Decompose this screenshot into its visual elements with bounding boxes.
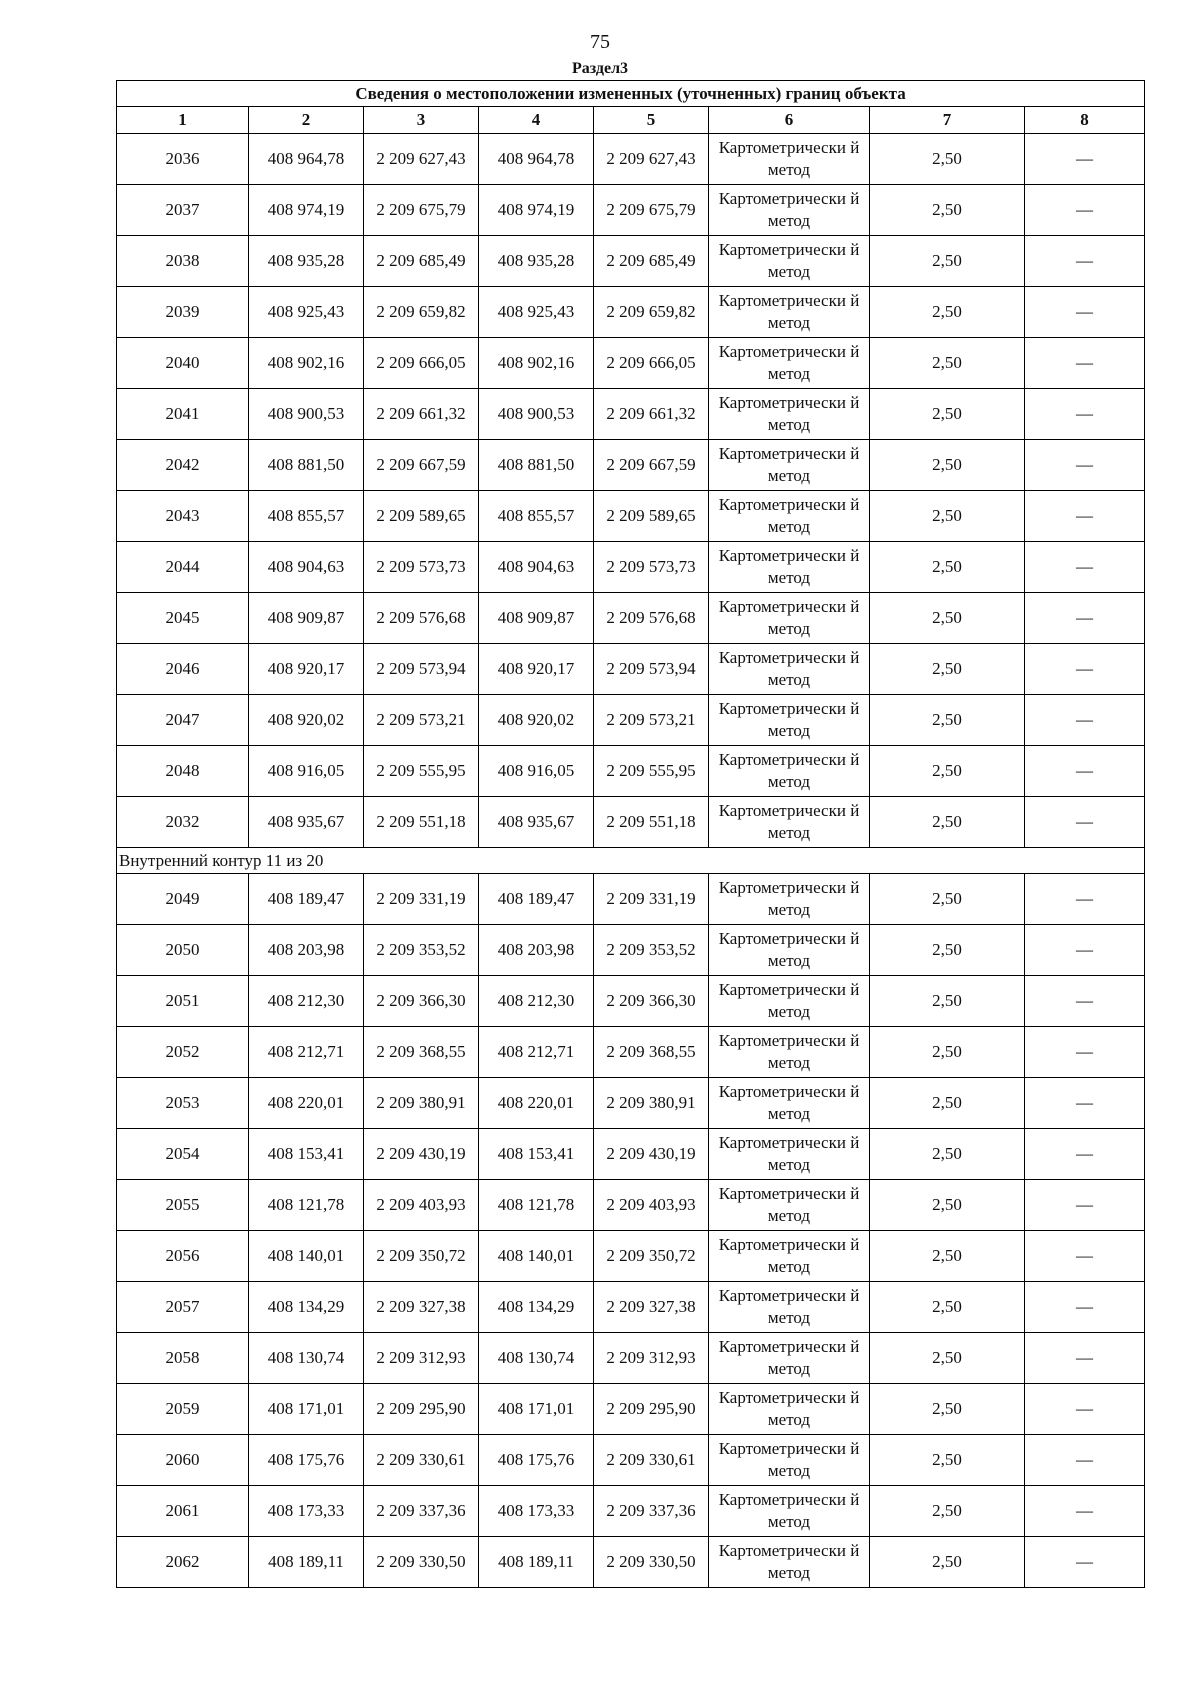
description-cell: —	[1025, 440, 1145, 491]
x-new-cell: 408 203,98	[479, 925, 594, 976]
y-old-cell: 2 209 368,55	[364, 1027, 479, 1078]
point-number-cell: 2057	[117, 1282, 249, 1333]
x-new-cell: 408 121,78	[479, 1180, 594, 1231]
y-old-cell: 2 209 380,91	[364, 1078, 479, 1129]
x-new-cell: 408 173,33	[479, 1486, 594, 1537]
description-cell: —	[1025, 1333, 1145, 1384]
x-old-cell: 408 134,29	[249, 1282, 364, 1333]
x-old-cell: 408 881,50	[249, 440, 364, 491]
method-cell: Картометрически й метод	[709, 593, 870, 644]
point-number-cell: 2054	[117, 1129, 249, 1180]
table-row	[117, 797, 1145, 848]
table-row	[117, 1180, 1145, 1231]
y-new-cell: 2 209 666,05	[594, 338, 709, 389]
method-cell: Картометрически й метод	[709, 1078, 870, 1129]
x-new-cell: 408 935,67	[479, 797, 594, 848]
point-number-cell: 2045	[117, 593, 249, 644]
y-new-cell: 2 209 330,61	[594, 1435, 709, 1486]
y-new-cell: 2 209 675,79	[594, 185, 709, 236]
x-new-cell: 408 212,71	[479, 1027, 594, 1078]
table-row	[117, 1537, 1145, 1588]
y-old-cell: 2 209 627,43	[364, 134, 479, 185]
accuracy-cell: 2,50	[870, 644, 1025, 695]
accuracy-cell: 2,50	[870, 1486, 1025, 1537]
column-number: 2	[249, 107, 364, 134]
y-new-cell: 2 209 330,50	[594, 1537, 709, 1588]
x-old-cell: 408 171,01	[249, 1384, 364, 1435]
point-number-cell: 2042	[117, 440, 249, 491]
y-old-cell: 2 209 675,79	[364, 185, 479, 236]
y-new-cell: 2 209 573,73	[594, 542, 709, 593]
x-old-cell: 408 220,01	[249, 1078, 364, 1129]
accuracy-cell: 2,50	[870, 287, 1025, 338]
contour-divider-row	[117, 848, 1145, 874]
x-old-cell: 408 130,74	[249, 1333, 364, 1384]
point-number-cell: 2044	[117, 542, 249, 593]
description-cell: —	[1025, 1027, 1145, 1078]
y-new-cell: 2 209 337,36	[594, 1486, 709, 1537]
x-old-cell: 408 916,05	[249, 746, 364, 797]
description-cell: —	[1025, 1384, 1145, 1435]
method-cell: Картометрически й метод	[709, 1027, 870, 1078]
x-new-cell: 408 134,29	[479, 1282, 594, 1333]
y-new-cell: 2 209 661,32	[594, 389, 709, 440]
x-new-cell: 408 974,19	[479, 185, 594, 236]
column-number: 1	[117, 107, 249, 134]
x-old-cell: 408 902,16	[249, 338, 364, 389]
x-old-cell: 408 173,33	[249, 1486, 364, 1537]
accuracy-cell: 2,50	[870, 134, 1025, 185]
description-cell: —	[1025, 1486, 1145, 1537]
method-cell: Картометрически й метод	[709, 976, 870, 1027]
method-cell: Картометрически й метод	[709, 1129, 870, 1180]
method-cell: Картометрически й метод	[709, 491, 870, 542]
y-new-cell: 2 209 573,21	[594, 695, 709, 746]
y-new-cell: 2 209 366,30	[594, 976, 709, 1027]
x-new-cell: 408 964,78	[479, 134, 594, 185]
description-cell: —	[1025, 542, 1145, 593]
description-cell: —	[1025, 389, 1145, 440]
table-row	[117, 1027, 1145, 1078]
description-cell: —	[1025, 644, 1145, 695]
coordinates-table	[116, 80, 1145, 1588]
y-new-cell: 2 209 353,52	[594, 925, 709, 976]
method-cell: Картометрически й метод	[709, 440, 870, 491]
accuracy-cell: 2,50	[870, 1384, 1025, 1435]
y-new-cell: 2 209 685,49	[594, 236, 709, 287]
x-old-cell: 408 140,01	[249, 1231, 364, 1282]
table-row	[117, 644, 1145, 695]
table-caption: Сведения о местоположении измененных (уточненных) границ объекта	[117, 81, 1145, 107]
description-cell: —	[1025, 1435, 1145, 1486]
point-number-cell: 2040	[117, 338, 249, 389]
x-old-cell: 408 964,78	[249, 134, 364, 185]
method-cell: Картометрически й метод	[709, 1180, 870, 1231]
table-row	[117, 874, 1145, 925]
table-row	[117, 1333, 1145, 1384]
x-old-cell: 408 920,17	[249, 644, 364, 695]
table-row	[117, 1384, 1145, 1435]
description-cell: —	[1025, 338, 1145, 389]
y-old-cell: 2 209 551,18	[364, 797, 479, 848]
description-cell: —	[1025, 925, 1145, 976]
page-number: 75	[590, 31, 610, 53]
y-old-cell: 2 209 573,73	[364, 542, 479, 593]
x-new-cell: 408 189,47	[479, 874, 594, 925]
column-number: 3	[364, 107, 479, 134]
accuracy-cell: 2,50	[870, 236, 1025, 287]
y-new-cell: 2 209 403,93	[594, 1180, 709, 1231]
x-old-cell: 408 909,87	[249, 593, 364, 644]
y-old-cell: 2 209 555,95	[364, 746, 479, 797]
y-old-cell: 2 209 403,93	[364, 1180, 479, 1231]
description-cell: —	[1025, 874, 1145, 925]
method-cell: Картометрически й метод	[709, 134, 870, 185]
x-old-cell: 408 189,11	[249, 1537, 364, 1588]
description-cell: —	[1025, 1231, 1145, 1282]
method-cell: Картометрически й метод	[709, 695, 870, 746]
table-row	[117, 491, 1145, 542]
point-number-cell: 2055	[117, 1180, 249, 1231]
point-number-cell: 2060	[117, 1435, 249, 1486]
description-cell: —	[1025, 1129, 1145, 1180]
x-new-cell: 408 130,74	[479, 1333, 594, 1384]
method-cell: Картометрически й метод	[709, 236, 870, 287]
x-new-cell: 408 175,76	[479, 1435, 594, 1486]
accuracy-cell: 2,50	[870, 1129, 1025, 1180]
accuracy-cell: 2,50	[870, 797, 1025, 848]
column-number: 7	[870, 107, 1025, 134]
x-old-cell: 408 855,57	[249, 491, 364, 542]
y-old-cell: 2 209 366,30	[364, 976, 479, 1027]
x-new-cell: 408 189,11	[479, 1537, 594, 1588]
point-number-cell: 2056	[117, 1231, 249, 1282]
table-row	[117, 287, 1145, 338]
table-row	[117, 389, 1145, 440]
x-new-cell: 408 171,01	[479, 1384, 594, 1435]
y-old-cell: 2 209 312,93	[364, 1333, 479, 1384]
y-old-cell: 2 209 350,72	[364, 1231, 479, 1282]
y-old-cell: 2 209 661,32	[364, 389, 479, 440]
method-cell: Картометрически й метод	[709, 542, 870, 593]
method-cell: Картометрически й метод	[709, 1333, 870, 1384]
x-old-cell: 408 935,67	[249, 797, 364, 848]
y-old-cell: 2 209 430,19	[364, 1129, 479, 1180]
table-row	[117, 1486, 1145, 1537]
table-row	[117, 440, 1145, 491]
x-new-cell: 408 925,43	[479, 287, 594, 338]
table-row	[117, 1129, 1145, 1180]
x-new-cell: 408 212,30	[479, 976, 594, 1027]
method-cell: Картометрически й метод	[709, 1384, 870, 1435]
accuracy-cell: 2,50	[870, 746, 1025, 797]
x-new-cell: 408 916,05	[479, 746, 594, 797]
accuracy-cell: 2,50	[870, 1282, 1025, 1333]
x-old-cell: 408 974,19	[249, 185, 364, 236]
accuracy-cell: 2,50	[870, 925, 1025, 976]
y-old-cell: 2 209 573,94	[364, 644, 479, 695]
y-old-cell: 2 209 573,21	[364, 695, 479, 746]
point-number-cell: 2061	[117, 1486, 249, 1537]
y-old-cell: 2 209 353,52	[364, 925, 479, 976]
x-old-cell: 408 904,63	[249, 542, 364, 593]
column-number: 6	[709, 107, 870, 134]
y-old-cell: 2 209 589,65	[364, 491, 479, 542]
x-new-cell: 408 153,41	[479, 1129, 594, 1180]
accuracy-cell: 2,50	[870, 976, 1025, 1027]
column-number: 8	[1025, 107, 1145, 134]
table-row	[117, 185, 1145, 236]
point-number-cell: 2050	[117, 925, 249, 976]
x-old-cell: 408 935,28	[249, 236, 364, 287]
x-new-cell: 408 920,17	[479, 644, 594, 695]
accuracy-cell: 2,50	[870, 1078, 1025, 1129]
x-old-cell: 408 212,30	[249, 976, 364, 1027]
y-new-cell: 2 209 368,55	[594, 1027, 709, 1078]
point-number-cell: 2047	[117, 695, 249, 746]
x-old-cell: 408 203,98	[249, 925, 364, 976]
point-number-cell: 2039	[117, 287, 249, 338]
x-old-cell: 408 121,78	[249, 1180, 364, 1231]
section-title: Раздел3	[571, 60, 629, 77]
method-cell: Картометрически й метод	[709, 1282, 870, 1333]
method-cell: Картометрически й метод	[709, 287, 870, 338]
column-number: 4	[479, 107, 594, 134]
method-cell: Картометрически й метод	[709, 797, 870, 848]
description-cell: —	[1025, 236, 1145, 287]
point-number-cell: 2043	[117, 491, 249, 542]
y-old-cell: 2 209 576,68	[364, 593, 479, 644]
accuracy-cell: 2,50	[870, 695, 1025, 746]
description-cell: —	[1025, 797, 1145, 848]
point-number-cell: 2036	[117, 134, 249, 185]
description-cell: —	[1025, 185, 1145, 236]
x-new-cell: 408 902,16	[479, 338, 594, 389]
point-number-cell: 2041	[117, 389, 249, 440]
description-cell: —	[1025, 1180, 1145, 1231]
y-new-cell: 2 209 589,65	[594, 491, 709, 542]
y-new-cell: 2 209 331,19	[594, 874, 709, 925]
x-new-cell: 408 935,28	[479, 236, 594, 287]
y-new-cell: 2 209 327,38	[594, 1282, 709, 1333]
x-old-cell: 408 925,43	[249, 287, 364, 338]
method-cell: Картометрически й метод	[709, 1537, 870, 1588]
y-new-cell: 2 209 380,91	[594, 1078, 709, 1129]
x-new-cell: 408 909,87	[479, 593, 594, 644]
accuracy-cell: 2,50	[870, 1180, 1025, 1231]
method-cell: Картометрически й метод	[709, 746, 870, 797]
accuracy-cell: 2,50	[870, 1027, 1025, 1078]
accuracy-cell: 2,50	[870, 389, 1025, 440]
method-cell: Картометрически й метод	[709, 338, 870, 389]
table-row	[117, 1282, 1145, 1333]
y-new-cell: 2 209 659,82	[594, 287, 709, 338]
method-cell: Картометрически й метод	[709, 389, 870, 440]
x-old-cell: 408 189,47	[249, 874, 364, 925]
method-cell: Картометрически й метод	[709, 874, 870, 925]
description-cell: —	[1025, 976, 1145, 1027]
x-new-cell: 408 920,02	[479, 695, 594, 746]
point-number-cell: 2052	[117, 1027, 249, 1078]
y-old-cell: 2 209 659,82	[364, 287, 479, 338]
table-row	[117, 925, 1145, 976]
description-cell: —	[1025, 593, 1145, 644]
point-number-cell: 2053	[117, 1078, 249, 1129]
y-old-cell: 2 209 295,90	[364, 1384, 479, 1435]
y-old-cell: 2 209 330,50	[364, 1537, 479, 1588]
table-row	[117, 542, 1145, 593]
column-number: 5	[594, 107, 709, 134]
method-cell: Картометрически й метод	[709, 1435, 870, 1486]
point-number-cell: 2032	[117, 797, 249, 848]
description-cell: —	[1025, 287, 1145, 338]
table-row	[117, 695, 1145, 746]
y-new-cell: 2 209 576,68	[594, 593, 709, 644]
y-old-cell: 2 209 327,38	[364, 1282, 479, 1333]
point-number-cell: 2048	[117, 746, 249, 797]
y-old-cell: 2 209 337,36	[364, 1486, 479, 1537]
table-row	[117, 1078, 1145, 1129]
accuracy-cell: 2,50	[870, 542, 1025, 593]
table-row	[117, 1435, 1145, 1486]
point-number-cell: 2058	[117, 1333, 249, 1384]
accuracy-cell: 2,50	[870, 491, 1025, 542]
point-number-cell: 2049	[117, 874, 249, 925]
y-new-cell: 2 209 573,94	[594, 644, 709, 695]
description-cell: —	[1025, 1282, 1145, 1333]
method-cell: Картометрически й метод	[709, 1486, 870, 1537]
x-new-cell: 408 881,50	[479, 440, 594, 491]
x-old-cell: 408 153,41	[249, 1129, 364, 1180]
y-old-cell: 2 209 666,05	[364, 338, 479, 389]
x-old-cell: 408 175,76	[249, 1435, 364, 1486]
y-old-cell: 2 209 330,61	[364, 1435, 479, 1486]
y-old-cell: 2 209 685,49	[364, 236, 479, 287]
x-new-cell: 408 900,53	[479, 389, 594, 440]
method-cell: Картометрически й метод	[709, 1231, 870, 1282]
contour-label: Внутренний контур 11 из 20	[117, 848, 1145, 874]
accuracy-cell: 2,50	[870, 1333, 1025, 1384]
accuracy-cell: 2,50	[870, 1231, 1025, 1282]
method-cell: Картометрически й метод	[709, 644, 870, 695]
table-body-inner-contour	[117, 874, 1145, 1588]
accuracy-cell: 2,50	[870, 593, 1025, 644]
x-new-cell: 408 220,01	[479, 1078, 594, 1129]
y-new-cell: 2 209 430,19	[594, 1129, 709, 1180]
description-cell: —	[1025, 1078, 1145, 1129]
y-new-cell: 2 209 627,43	[594, 134, 709, 185]
y-new-cell: 2 209 295,90	[594, 1384, 709, 1435]
point-number-cell: 2037	[117, 185, 249, 236]
accuracy-cell: 2,50	[870, 440, 1025, 491]
y-new-cell: 2 209 667,59	[594, 440, 709, 491]
description-cell: —	[1025, 134, 1145, 185]
column-numbers-row	[117, 107, 1145, 134]
table-row	[117, 746, 1145, 797]
table-row	[117, 338, 1145, 389]
method-cell: Картометрически й метод	[709, 185, 870, 236]
y-new-cell: 2 209 350,72	[594, 1231, 709, 1282]
accuracy-cell: 2,50	[870, 1537, 1025, 1588]
description-cell: —	[1025, 491, 1145, 542]
description-cell: —	[1025, 695, 1145, 746]
description-cell: —	[1025, 1537, 1145, 1588]
point-number-cell: 2038	[117, 236, 249, 287]
x-new-cell: 408 855,57	[479, 491, 594, 542]
x-new-cell: 408 904,63	[479, 542, 594, 593]
point-number-cell: 2059	[117, 1384, 249, 1435]
y-new-cell: 2 209 551,18	[594, 797, 709, 848]
x-old-cell: 408 920,02	[249, 695, 364, 746]
accuracy-cell: 2,50	[870, 185, 1025, 236]
point-number-cell: 2051	[117, 976, 249, 1027]
point-number-cell: 2062	[117, 1537, 249, 1588]
y-old-cell: 2 209 667,59	[364, 440, 479, 491]
accuracy-cell: 2,50	[870, 874, 1025, 925]
y-new-cell: 2 209 312,93	[594, 1333, 709, 1384]
table-row	[117, 236, 1145, 287]
y-new-cell: 2 209 555,95	[594, 746, 709, 797]
y-old-cell: 2 209 331,19	[364, 874, 479, 925]
x-old-cell: 408 212,71	[249, 1027, 364, 1078]
accuracy-cell: 2,50	[870, 1435, 1025, 1486]
method-cell: Картометрически й метод	[709, 925, 870, 976]
table-row	[117, 1231, 1145, 1282]
table-row	[117, 593, 1145, 644]
table-body-main-contour	[117, 134, 1145, 848]
x-old-cell: 408 900,53	[249, 389, 364, 440]
accuracy-cell: 2,50	[870, 338, 1025, 389]
description-cell: —	[1025, 746, 1145, 797]
table-row	[117, 134, 1145, 185]
point-number-cell: 2046	[117, 644, 249, 695]
x-new-cell: 408 140,01	[479, 1231, 594, 1282]
table-row	[117, 976, 1145, 1027]
